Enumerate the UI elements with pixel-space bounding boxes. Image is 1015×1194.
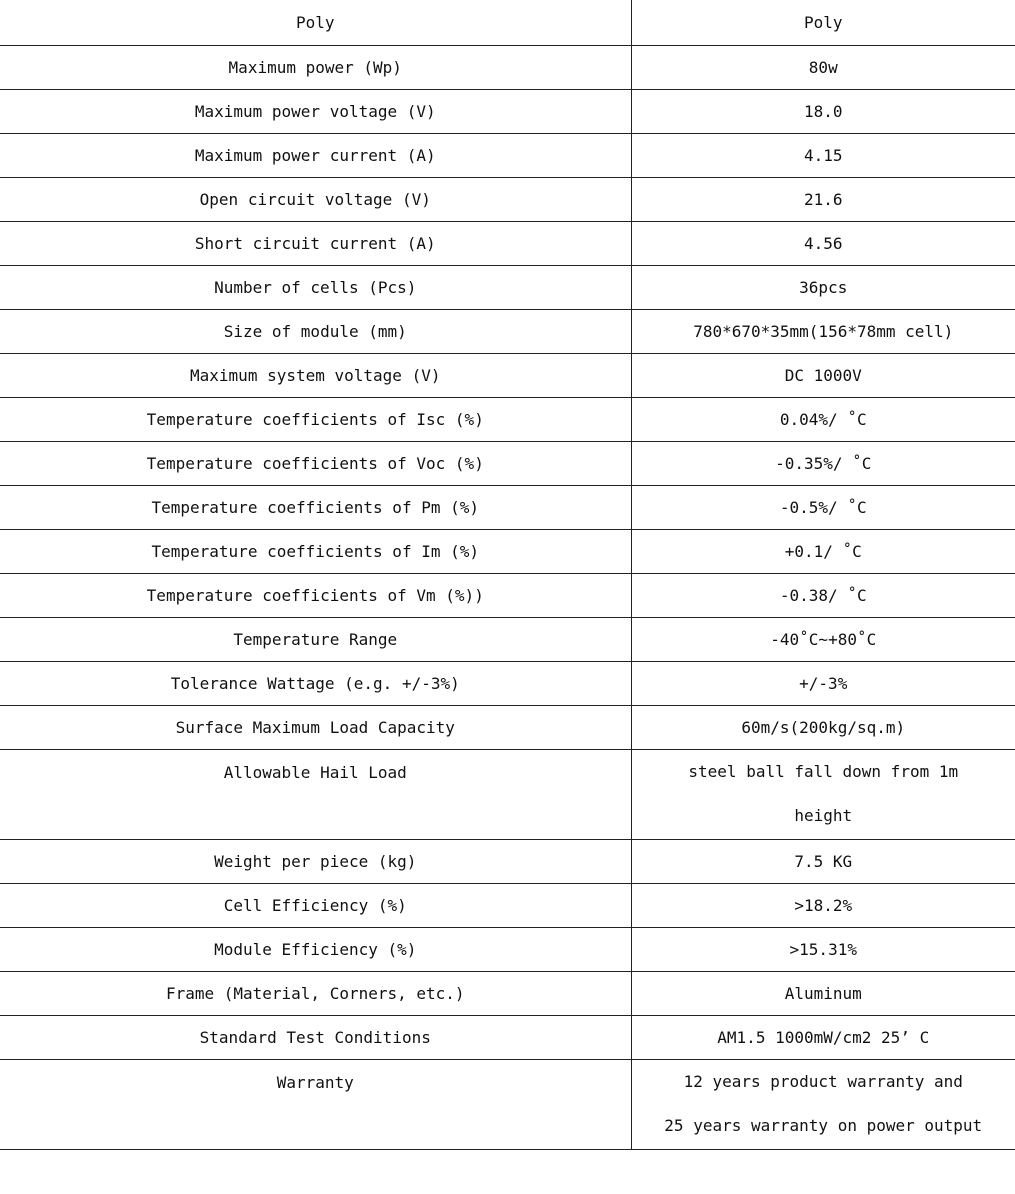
table-row xyxy=(0,309,1015,353)
spec-label: Module Efficiency (%) xyxy=(0,927,631,971)
spec-value: 21.6 xyxy=(631,177,1015,221)
spec-label: Surface Maximum Load Capacity xyxy=(0,705,631,749)
spec-label: Warranty xyxy=(0,1059,631,1149)
header-label-cell: Poly xyxy=(0,0,631,45)
spec-label: Size of module (mm) xyxy=(0,309,631,353)
spec-value: 36pcs xyxy=(631,265,1015,309)
spec-value: >15.31% xyxy=(631,927,1015,971)
spec-value xyxy=(631,749,1015,839)
spec-label: Open circuit voltage (V) xyxy=(0,177,631,221)
table-row xyxy=(0,971,1015,1015)
spec-value: Aluminum xyxy=(631,971,1015,1015)
spec-value: -0.5%/ ˚C xyxy=(631,485,1015,529)
spec-value: 80w xyxy=(631,45,1015,89)
spec-label: Standard Test Conditions xyxy=(0,1015,631,1059)
spec-label: Temperature Range xyxy=(0,617,631,661)
table-row xyxy=(0,353,1015,397)
spec-label: Temperature coefficients of Pm (%) xyxy=(0,485,631,529)
table-row xyxy=(0,45,1015,89)
spec-value: 7.5 KG xyxy=(631,839,1015,883)
spec-label: Temperature coefficients of Voc (%) xyxy=(0,441,631,485)
table-row xyxy=(0,705,1015,749)
table-row xyxy=(0,661,1015,705)
spec-value-line: height xyxy=(794,806,853,825)
spec-value: DC 1000V xyxy=(631,353,1015,397)
warranty-row xyxy=(0,1059,1015,1149)
table-row xyxy=(0,89,1015,133)
spec-value: >18.2% xyxy=(631,883,1015,927)
spec-label: Temperature coefficients of Im (%) xyxy=(0,529,631,573)
spec-value: -40˚C~+80˚C xyxy=(631,617,1015,661)
spec-value: 780*670*35mm(156*78mm cell) xyxy=(631,309,1015,353)
table-row xyxy=(0,177,1015,221)
spec-value: -0.38/ ˚C xyxy=(631,573,1015,617)
spec-label: Maximum power voltage (V) xyxy=(0,89,631,133)
table-row xyxy=(0,883,1015,927)
spec-value: AM1.5 1000mW/cm2 25’ C xyxy=(631,1015,1015,1059)
spec-value: 4.15 xyxy=(631,133,1015,177)
spec-label: Short circuit current (A) xyxy=(0,221,631,265)
table-row xyxy=(0,529,1015,573)
spec-label: Maximum power current (A) xyxy=(0,133,631,177)
spec-label: Maximum system voltage (V) xyxy=(0,353,631,397)
spec-label: Maximum power (Wp) xyxy=(0,45,631,89)
table-row xyxy=(0,927,1015,971)
spec-value: -0.35%/ ˚C xyxy=(631,441,1015,485)
table-row xyxy=(0,265,1015,309)
table-row xyxy=(0,617,1015,661)
spec-value-line: 12 years product warranty and xyxy=(683,1072,963,1091)
table-row xyxy=(0,397,1015,441)
spec-value: 4.56 xyxy=(631,221,1015,265)
spec-label: Temperature coefficients of Vm (%)) xyxy=(0,573,631,617)
table-row xyxy=(0,221,1015,265)
table-row xyxy=(0,485,1015,529)
table-row xyxy=(0,441,1015,485)
spec-label: Number of cells (Pcs) xyxy=(0,265,631,309)
spec-value: +0.1/ ˚C xyxy=(631,529,1015,573)
spec-value: 18.0 xyxy=(631,89,1015,133)
table-row xyxy=(0,839,1015,883)
spec-label: Temperature coefficients of Isc (%) xyxy=(0,397,631,441)
hail-load-row xyxy=(0,749,1015,839)
table-row xyxy=(0,573,1015,617)
spec-label: Frame (Material, Corners, etc.) xyxy=(0,971,631,1015)
table-row xyxy=(0,1015,1015,1059)
spec-value: +/-3% xyxy=(631,661,1015,705)
spec-value xyxy=(631,1059,1015,1149)
spec-value-line: steel ball fall down from 1m xyxy=(688,762,959,781)
spec-label: Weight per piece (kg) xyxy=(0,839,631,883)
spec-label: Cell Efficiency (%) xyxy=(0,883,631,927)
header-value-cell: Poly xyxy=(631,0,1015,45)
spec-label: Tolerance Wattage (e.g. +/-3%) xyxy=(0,661,631,705)
spec-label: Allowable Hail Load xyxy=(0,749,631,839)
spec-value-line: 25 years warranty on power output xyxy=(664,1116,983,1135)
header-row xyxy=(0,0,1015,45)
spec-value: 0.04%/ ˚C xyxy=(631,397,1015,441)
table-row xyxy=(0,133,1015,177)
spec-value: 60m/s(200kg/sq.m) xyxy=(631,705,1015,749)
